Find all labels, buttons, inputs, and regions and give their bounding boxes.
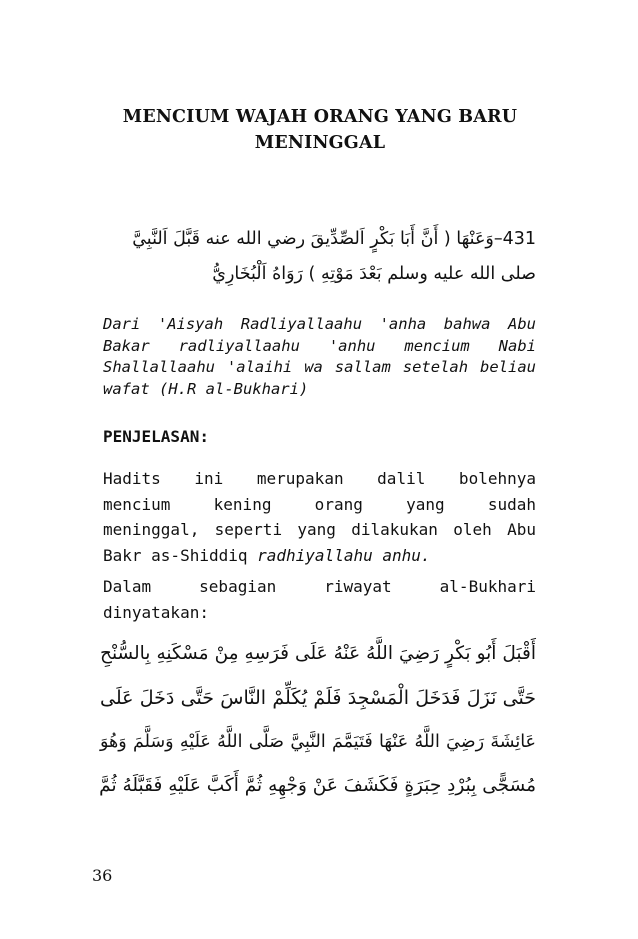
quote-arabic-line-4: مُسَجًّى بِبُرْدِ حِبَرَةٍ فَكَشَفَ عَنْ وَجْهِهِ ثُمَّ أَكَبَّ عَلَيْهِ فَقَبَّلَهُ ثُمَّ [99, 775, 536, 796]
title-line-1: MENCIUM WAJAH ORANG YANG BARU [122, 107, 518, 127]
explanation-line-4-text: Bakr as-Shiddiq [103, 545, 258, 565]
explanation-line-4-italic: radhiyallahu anhu. [257, 545, 431, 565]
riwayat-line-2: dinyatakan: [103, 602, 209, 622]
page-number: 36 [92, 866, 113, 885]
page-title [100, 104, 540, 156]
quote-arabic-line-3: عَائِشَةَ رَضِيَ اللَّهُ عَنْهَا فَتَيَمَّمَ النَّبِيَّ صَلَّى اللَّهُ عَلَيْهِ وَسَلَّمَ وَهُوَ [100, 732, 536, 752]
quote-arabic-line-2: حَتَّى نَزَلَ فَدَخَلَ الْمَسْجِدَ فَلَمْ يُكَلِّمْ النَّاسَ حَتَّى دَخَلَ عَلَى [100, 687, 536, 709]
hadith-arabic-line-2: صلى الله عليه وسلم بَعْدَ مَوْتِهِ ) رَوَاهُ اَلْبُخَارِيُّ [212, 264, 536, 284]
translation-line-1: Dari 'Aisyah Radliyallaahu 'anha bahwa Abu [103, 315, 536, 333]
section-heading: PENJELASAN: [103, 427, 209, 446]
quote-arabic-text [100, 632, 536, 808]
explanation-line-2: mencium kening orang yang sudah [103, 494, 536, 514]
hadith-arabic-line-1: 431–وَعَنْهَا ( أَنَّ أَبَا بَكْرٍ اَلصِّدِّيقَ رضي الله عنه قَبَّلَ اَلنَّبِيَّ [132, 229, 536, 249]
hadith-translation [103, 314, 536, 400]
translation-line-4: wafat (H.R al-Bukhari) [103, 379, 309, 398]
explanation-paragraph [103, 466, 536, 568]
explanation-line-1: Hadits ini merupakan dalil bolehnya [103, 469, 536, 488]
riwayat-line-1: Dalam sebagian riwayat al-Bukhari [103, 577, 536, 596]
explanation-line-3: meninggal, seperti yang dilakukan oleh Abu [103, 520, 536, 539]
explanation-line-4 [103, 543, 536, 569]
translation-line-2: Bakar radliyallaahu 'anhu mencium Nabi [103, 336, 536, 355]
hadith-arabic-text [100, 222, 536, 292]
translation-line-3: Shallallaahu 'alaihi wa sallam setelah beliau [103, 358, 536, 376]
riwayat-paragraph [103, 574, 536, 625]
title-line-2: MENINGGAL [254, 133, 386, 153]
quote-arabic-line-1: أَقْبَلَ أَبُو بَكْرٍ رَضِيَ اللَّهُ عَنْهُ عَلَى فَرَسِهِ مِنْ مَسْكَنِهِ بِالسُّنْحِ [100, 643, 536, 664]
